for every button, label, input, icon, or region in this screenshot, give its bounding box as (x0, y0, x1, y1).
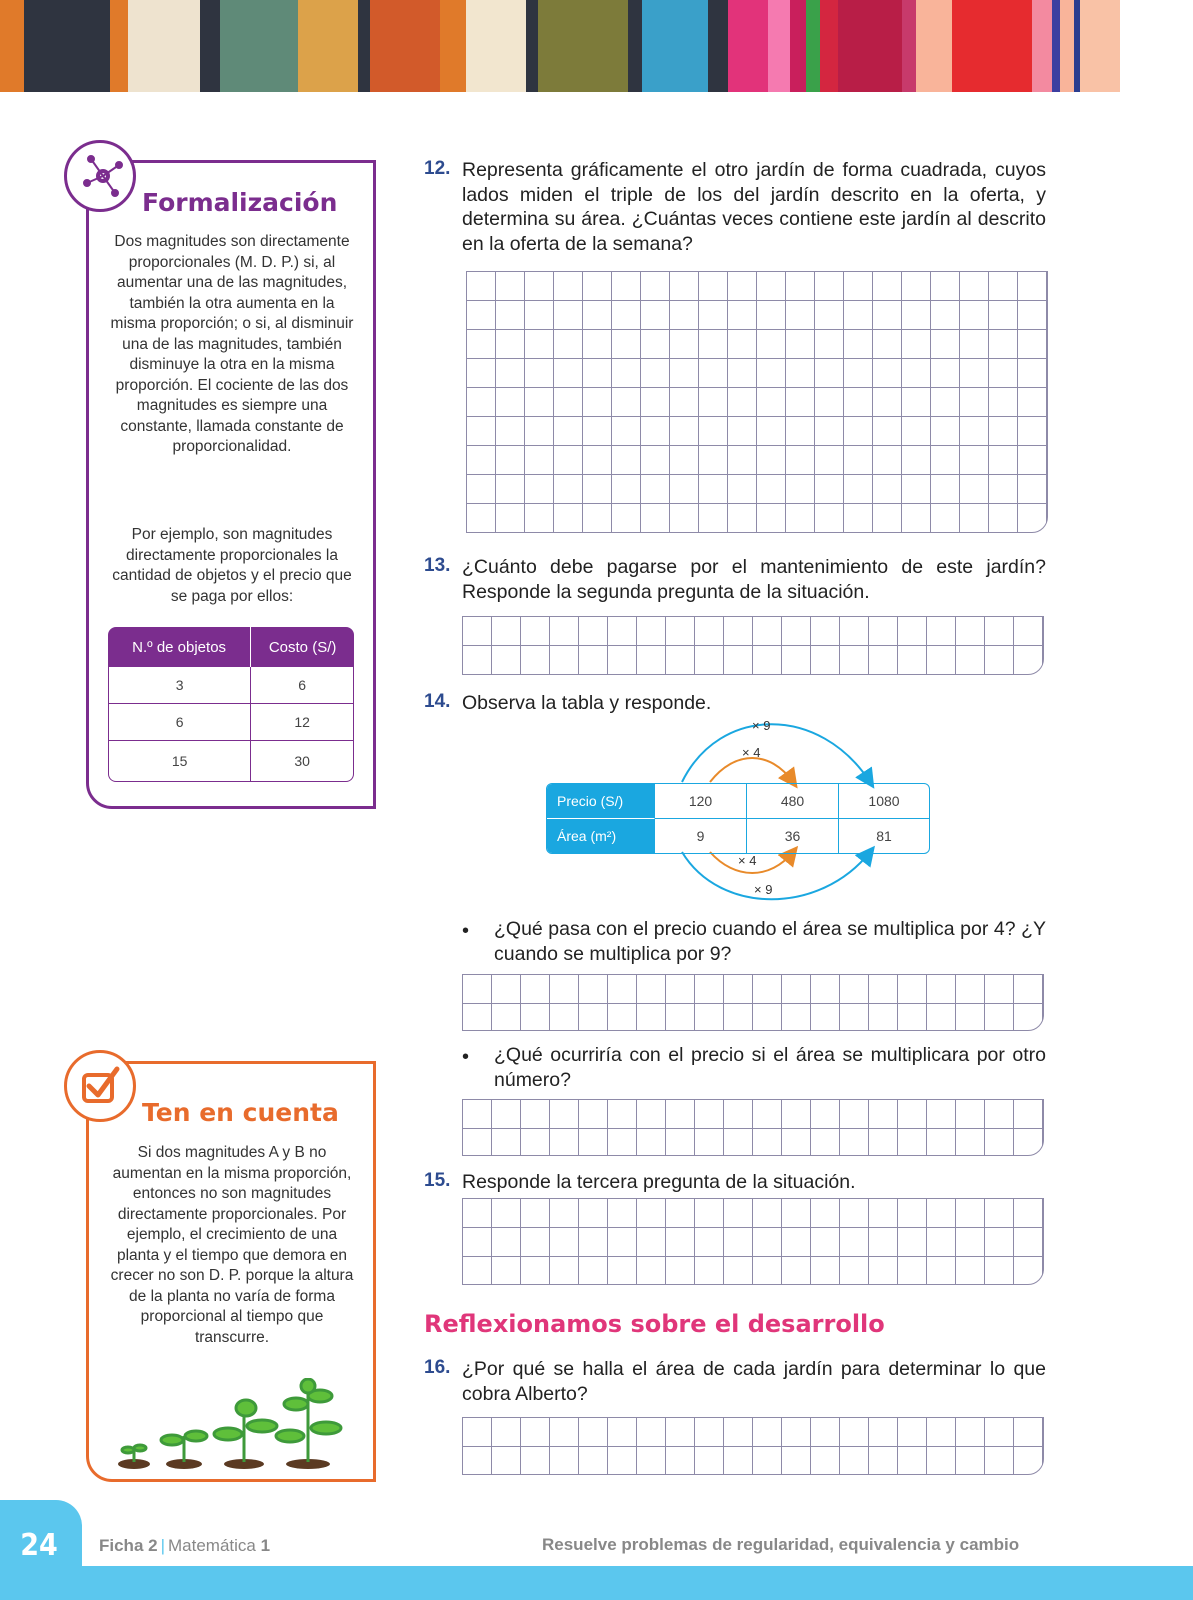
question-13-number: 13. (424, 555, 451, 576)
answer-grid-q16[interactable] (462, 1417, 1044, 1475)
op-bottom-outer: × 9 (754, 882, 773, 897)
plant-growth-icon (112, 1378, 352, 1470)
question-12-number: 12. (424, 158, 451, 179)
table-cell: 6 (108, 704, 251, 741)
question-14-text: Observa la tabla y responde. (462, 692, 712, 714)
area-cell: 81 (876, 828, 892, 844)
table-header: N.º de objetos (108, 627, 251, 667)
question-16-number: 16. (424, 1357, 451, 1378)
op-bottom-inner: × 4 (738, 853, 757, 868)
formalizacion-paragraph-1: Dos magnitudes son directamente proporcionales (M. D. P.) si, al aumentar una de las magnitudes, también la otra aumenta en la misma proporción; o si, al disminuir una de las magnitudes, también disminuye la otra en la misma proporción. El cociente de las dos magnitudes es siempre una constante, llamada constante de proporcionalidad. (110, 233, 354, 455)
table-cell: 30 (251, 741, 354, 782)
question-13-text: ¿Cuánto debe pagarse por el mantenimiento de este jardín? Responde la segunda pregunta de la situación. (462, 556, 1046, 603)
table-cell: 12 (251, 704, 354, 741)
op-top-outer: × 9 (752, 718, 771, 733)
footer-left (99, 1536, 270, 1556)
footer-subject: Matemática (168, 1536, 256, 1555)
table-row (108, 667, 354, 704)
answer-grid-q14-bullet-2[interactable] (462, 1099, 1044, 1156)
page-number: 24 (20, 1528, 58, 1563)
op-top-inner: × 4 (742, 745, 761, 760)
answer-grid-q15[interactable] (462, 1198, 1044, 1285)
ten-en-cuenta-text: Si dos magnitudes A y B no aumentan en la misma proporción, entonces no son magnitudes directamente proporcionales. Por ejemplo, el crecimiento de una planta y el tiempo que demora en crecer no son D. P. porque la altura de la planta no varía de forma proporcional al tiempo que transcurre. (110, 1144, 354, 1346)
table-row (108, 741, 354, 782)
formalizacion-title: Formalización (142, 188, 338, 217)
row-label-area: Área (m²) (547, 819, 655, 853)
table-header: Costo (S/) (251, 627, 354, 667)
ten-en-cuenta-icon-circle (64, 1050, 136, 1122)
price-area-table (546, 783, 930, 854)
footer-competence: Resuelve problemas de regularidad, equivalencia y cambio (542, 1535, 1020, 1554)
network-icon (67, 143, 133, 209)
table-cell: 15 (108, 741, 251, 782)
question-15-number: 15. (424, 1170, 451, 1191)
question-16-text: ¿Por qué se halla el área de cada jardín para determinar lo que cobra Alberto? (462, 1358, 1046, 1405)
checkbox-icon (67, 1053, 133, 1119)
price-cell: 1080 (839, 784, 929, 819)
area-cell: 36 (747, 819, 839, 853)
bullet-dot: • (462, 1046, 470, 1068)
footer-divider: | (160, 1536, 166, 1555)
row-label-price: Precio (S/) (547, 784, 655, 819)
bullet-dot: • (462, 920, 470, 942)
table-cell: 6 (251, 667, 354, 704)
area-cell: 9 (655, 819, 747, 853)
question-15-text: Responde la tercera pregunta de la situación. (462, 1171, 856, 1193)
section-title: Reflexionamos sobre el desarrollo (424, 1310, 885, 1338)
answer-grid-q12[interactable] (466, 271, 1048, 533)
formalizacion-icon-circle (64, 140, 136, 212)
answer-grid-q13[interactable] (462, 616, 1044, 675)
example-table (108, 627, 354, 782)
footer-grade: 1 (260, 1536, 271, 1555)
question-12-text: Representa gráficamente el otro jardín de forma cuadrada, cuyos lados miden el triple de los del jardín descrito en la oferta, y determina su área. ¿Cuántas veces contiene este jardín al descrito en la oferta de la semana? (462, 159, 1046, 255)
table-row (108, 704, 354, 741)
question-14-number: 14. (424, 691, 451, 712)
question-14-bullet-1: ¿Qué pasa con el precio cuando el área se multiplica por 4? ¿Y cuando se multiplica por 9? (494, 918, 1046, 965)
formalizacion-paragraph-2: Por ejemplo, son magnitudes directamente proporcionales la cantidad de objetos y el precio que se paga por ellos: (112, 526, 352, 605)
table-cell: 3 (108, 667, 251, 704)
footer-ficha: Ficha 2 (99, 1536, 158, 1555)
price-cell: 120 (655, 784, 747, 819)
footer-bar (0, 1566, 1193, 1600)
decorative-banner (0, 0, 1193, 92)
ten-en-cuenta-title: Ten en cuenta (142, 1098, 339, 1127)
question-14-bullet-2: ¿Qué ocurriría con el precio si el área se multiplicara por otro número? (494, 1044, 1046, 1091)
answer-grid-q14-bullet-1[interactable] (462, 974, 1044, 1031)
price-cell: 480 (747, 784, 839, 819)
